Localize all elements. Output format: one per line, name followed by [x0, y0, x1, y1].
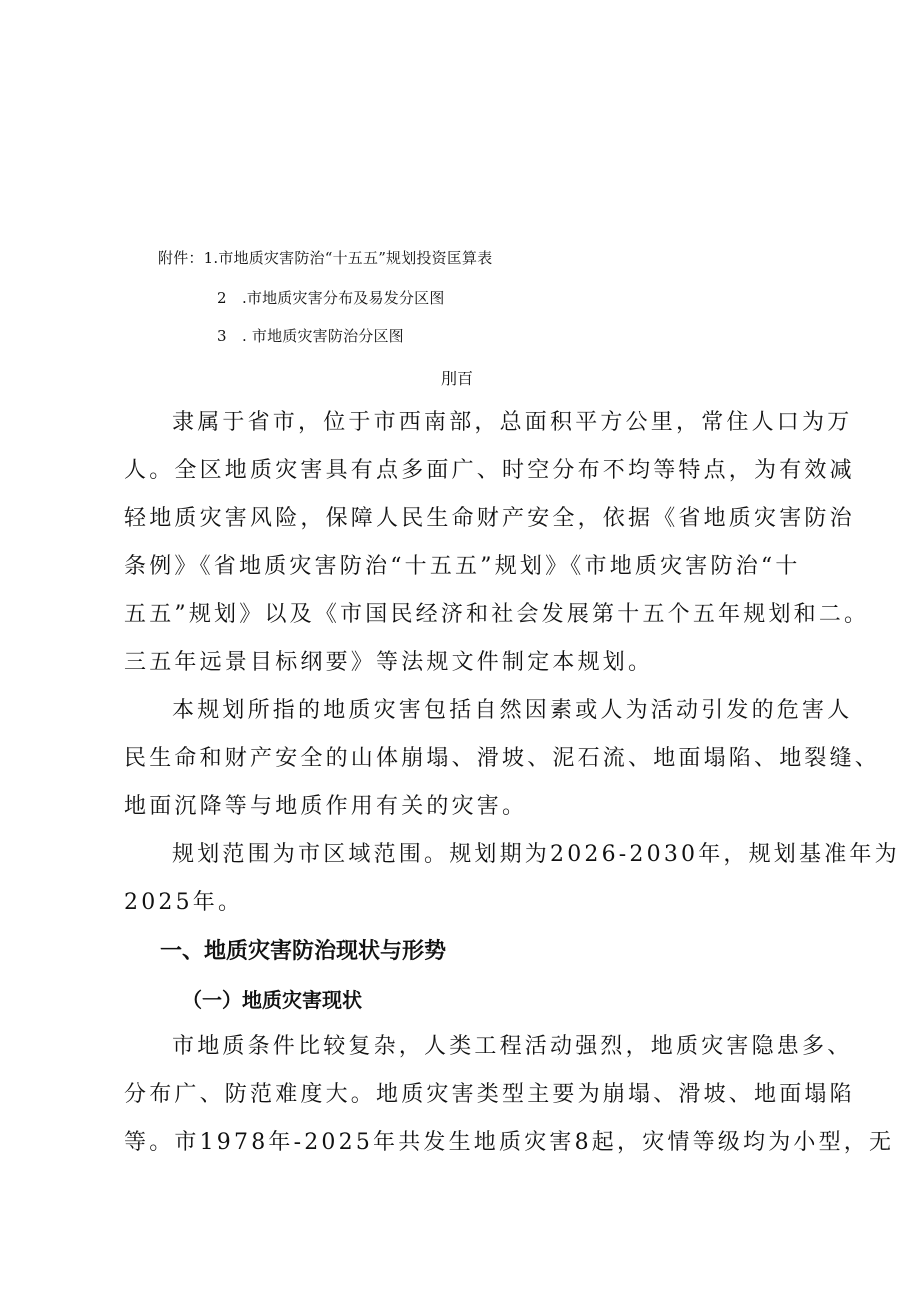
paragraph-4-line-1: 市地质条件比较复杂，人类工程活动强烈，地质灾害隐患多、	[172, 1034, 853, 1059]
paragraph-2-line-1: 本规划所指的地质灾害包括自然因素或人为活动引发的危害人	[172, 698, 853, 723]
attachment-item-3: 3 . 市地质灾害防治分区图	[217, 327, 404, 345]
paragraph-1-line-6: 三五年远景目标纲要》等法规文件制定本规划。	[124, 650, 654, 675]
attachment-line-1	[158, 247, 492, 268]
paragraph-1-line-5: 五五”规划》以及《市国民经济和社会发展第十五个五年规划和二。	[124, 602, 870, 627]
paragraph-1-line-2: 人。全区地质灾害具有点多面广、时空分布不均等特点，为有效减	[124, 458, 855, 483]
attachment-item-1: 1.市地质灾害防治“十五五”规划投资匡算表	[203, 249, 493, 267]
paragraph-2-line-2: 民生命和财产安全的山体崩塌、滑坡、泥石流、地面塌陷、地裂缝、	[124, 746, 881, 771]
heading-level-2: （一）地质灾害现状	[182, 988, 362, 1012]
paragraph-1-line-1: 隶属于省市，位于市西南部，总面积平方公里，常住人口为万	[172, 410, 853, 435]
paragraph-4-line-2: 分布广、防范难度大。地质灾害类型主要为崩塌、滑坡、地面塌陷	[124, 1082, 855, 1107]
paragraph-3-line-2: 2025年。	[124, 890, 244, 915]
paragraph-4-line-3: 等。市1978年-2025年共发生地质灾害8起，灾情等级均为小型，无	[124, 1130, 895, 1155]
paragraph-3-line-1: 规划范围为市区域范围。规划期为2026-2030年，规划基准年为	[172, 842, 900, 867]
paragraph-2-line-3: 地面沉降等与地质作用有关的灾害。	[124, 794, 528, 819]
heading-level-1: 一、地质灾害防治现状与形势	[160, 939, 447, 964]
attachment-label: 附件：	[158, 249, 204, 267]
section-title: 刖百	[441, 369, 474, 388]
attachment-item-2: 2 .市地质灾害分布及易发分区图	[217, 289, 445, 307]
paragraph-1-line-4: 条例》《省地质灾害防治“十五五”规划》《市地质灾害防治“十	[124, 554, 801, 579]
paragraph-1-line-3: 轻地质灾害风险，保障人民生命财产安全，依据《省地质灾害防治	[124, 506, 855, 531]
